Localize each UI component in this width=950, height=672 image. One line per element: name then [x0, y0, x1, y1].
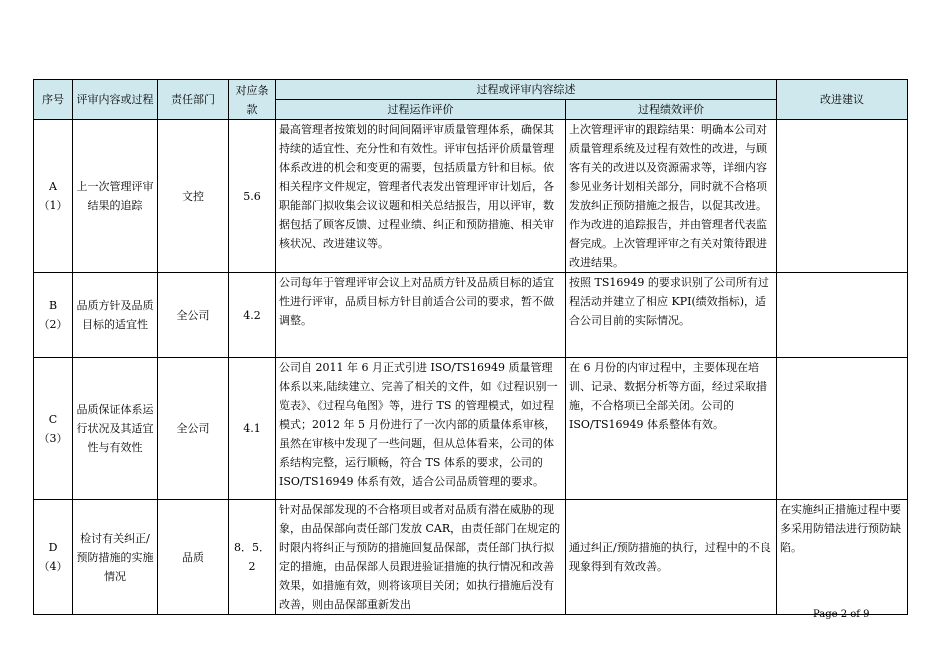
content-cell: 上一次管理评审结果的追踪 [73, 120, 158, 273]
col-seq-header: 序号 [34, 80, 73, 120]
clause-cell: 4.1 [229, 358, 276, 500]
content-cell: 品质保证体系运行状况及其适宜性与有效性 [73, 358, 158, 500]
table-row [34, 120, 908, 273]
suggestion-cell [777, 358, 908, 500]
clause-cell: 5.6 [229, 120, 276, 273]
suggestion-cell [777, 120, 908, 273]
seq-letter: D [48, 541, 58, 554]
page-number: Page 2 of 9 [813, 609, 870, 620]
performance-cell: 按照 TS16949 的要求识别了公司所有过程活动并建立了相应 KPI(绩效指标)，适合公司目前的实际情况。 [566, 273, 777, 358]
table-row [34, 273, 908, 358]
performance-cell: 在 6 月份的内审过程中，主要体现在培训、记录、数据分析等方面，经过采取措施，不合格项已全部关闭。公司的ISO/TS16949 体系整体有效。 [566, 358, 777, 500]
seq-cell [34, 500, 73, 615]
seq-number: （1） [38, 199, 68, 212]
seq-number: （2） [38, 318, 68, 331]
col-performance-header: 过程绩效评价 [566, 100, 777, 120]
clause-cell: 8．5．2 [229, 500, 276, 615]
suggestion-cell: 在实施纠正措施过程中要多采用防错法进行预防缺陷。 [777, 500, 908, 615]
dept-cell: 文控 [158, 120, 229, 273]
table-row [34, 358, 908, 500]
dept-cell: 全公司 [158, 358, 229, 500]
table-row [34, 500, 908, 615]
content-cell: 检讨有关纠正/预防措施的实施情况 [73, 500, 158, 615]
dept-cell: 全公司 [158, 273, 229, 358]
seq-cell [34, 358, 73, 500]
content-cell: 品质方针及品质目标的适宜性 [73, 273, 158, 358]
dept-cell: 品质 [158, 500, 229, 615]
col-dept-header: 责任部门 [158, 80, 229, 120]
operation-cell: 公司自 2011 年 6 月正式引进 ISO/TS16949 质量管理体系以来,陆续建立、完善了相关的文件，如《过程识别一览表》、《过程乌龟图》等，进行 TS 的管理模式，如过程模式；2012 年 5 月份进行了一次内部的质量体系审核，虽然在审核中发现了一些问题，但从总体看来，公司的体系结构完整，运行顺畅，符合 TS 体系的要求，公司的 ISO/TS16949 体系有效，适合公司品质管理的要求。 [276, 358, 566, 500]
seq-letter: A [49, 180, 57, 193]
seq-cell [34, 273, 73, 358]
seq-number: （4） [38, 560, 68, 573]
performance-cell: 上次管理评审的跟踪结果：明确本公司对质量管理系统及过程有效性的改进，与顾客有关的改进以及资源需求等，详细内容参见业务计划相关部分，同时就不合格项发放纠正预防措施之报告，以促其改进。作为改进的追踪报告，并由管理者代表监督完成。上次管理评审之有关对策待跟进改进结果。 [566, 120, 777, 273]
operation-cell: 针对品保部发现的不合格项目或者对品质有潜在威胁的现象，由品保部向责任部门发放 CAR，由责任部门在规定的时限内将纠正与预防的措施回复品保部，责任部门执行拟定的措施，由品保部人员跟进验证措施的执行情况和改善效果，如措施有效，则将该项目关闭；如执行措施后没有改善，则由品保部重新发出 [276, 500, 566, 615]
seq-letter: B [48, 299, 58, 312]
header-row [34, 80, 908, 100]
col-operation-header: 过程运作评价 [276, 100, 566, 120]
seq-letter: C [48, 412, 58, 426]
review-table [33, 79, 908, 615]
operation-cell: 最高管理者按策划的时间间隔评审质量管理体系，确保其持续的适宜性、充分性和有效性。评审包括评价质量管理体系改进的机会和变更的需要，包括质量方针和目标。依相关程序文件规定，管理者代表发出管理评审计划后，各职能部门拟收集会议议题和相关总结报告，用以评审，数据包括了顾客反馈、过程业绩、纠正和预防措施、相关审核状况、改进建议等。 [276, 120, 566, 273]
seq-number: （3） [38, 431, 68, 445]
performance-cell: 通过纠正/预防措施的执行，过程中的不良现象得到有效改善。 [566, 500, 777, 615]
seq-cell [34, 120, 73, 273]
clause-cell: 4.2 [229, 273, 276, 358]
suggestion-cell [777, 273, 908, 358]
col-suggestion-header: 改进建议 [777, 80, 908, 120]
col-content-header: 评审内容或过程 [73, 80, 158, 120]
col-summary-header: 过程或评审内容综述 [276, 80, 777, 100]
operation-cell: 公司每年于管理评审会议上对品质方针及品质目标的适宜性进行评审，品质目标方针目前适合公司的要求，暂不做调整。 [276, 273, 566, 358]
col-clause-header: 对应条款 [229, 80, 276, 120]
